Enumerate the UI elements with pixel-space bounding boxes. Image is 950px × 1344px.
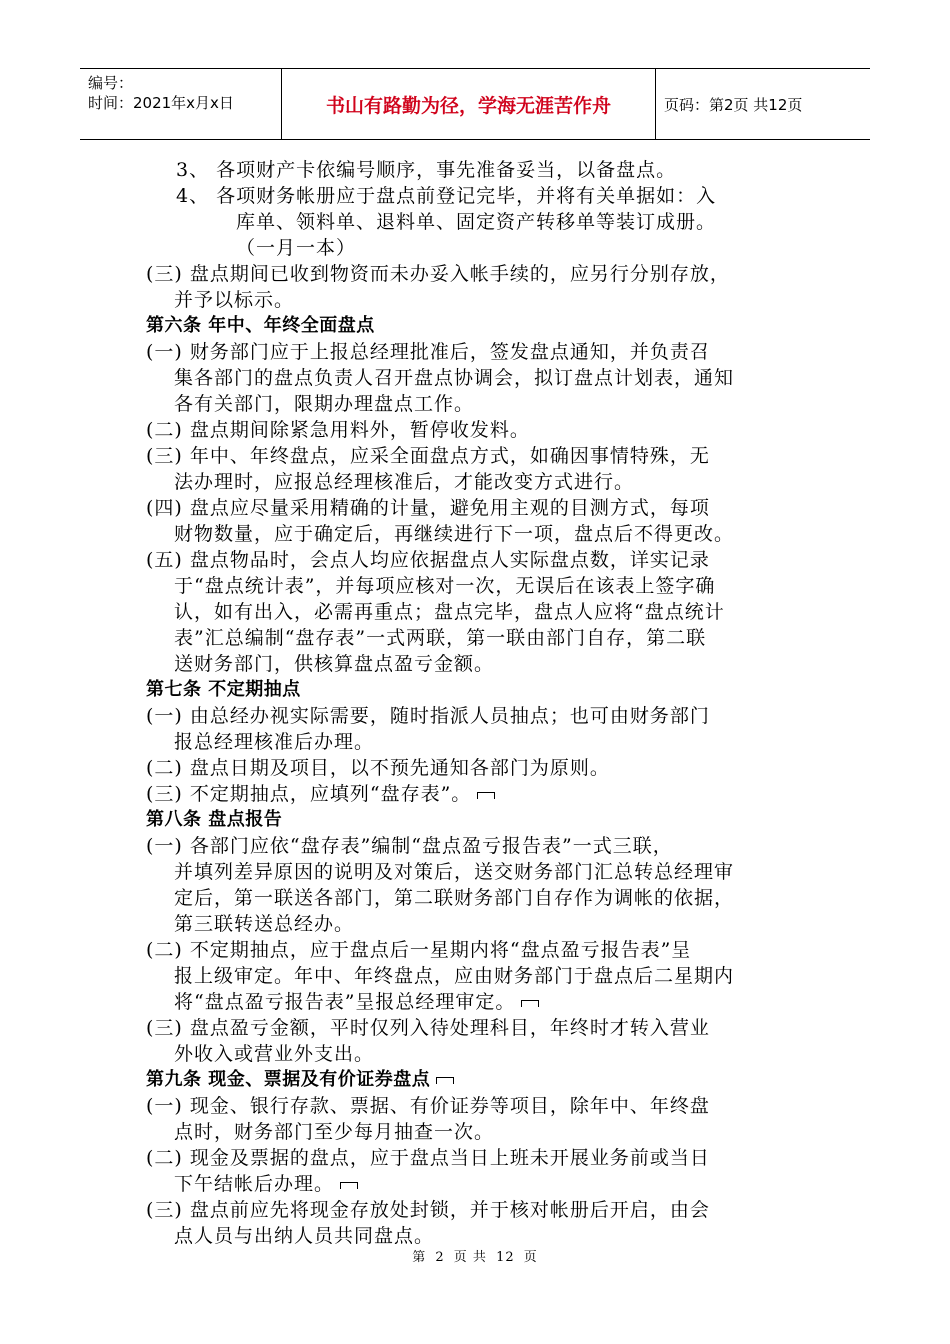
- page-footer: [0, 1246, 950, 1265]
- text-line: [146, 339, 816, 365]
- edit-mark-icon: [436, 1077, 454, 1084]
- text-line: [146, 963, 816, 989]
- line-text: (三) 不定期抽点，应填列“盘存表”。: [146, 783, 472, 805]
- text-line: [146, 703, 816, 729]
- text-line: [146, 157, 816, 183]
- text-line: [146, 1041, 816, 1067]
- document-body: [146, 157, 816, 1249]
- text-line: [146, 1145, 816, 1171]
- header-page-info: 页码：第2页 共12页: [664, 95, 803, 114]
- number-label: 编号：: [88, 74, 134, 92]
- line-text: (三) 盘点盈亏金额，平时仅列入待处理科目，年终时才转入营业: [146, 1017, 710, 1039]
- text-line: [146, 1197, 816, 1223]
- article-heading: [146, 1067, 816, 1093]
- text-line: [146, 625, 816, 651]
- line-text: 于“盘点统计表”，并每项应核对一次，无误后在该表上签字确: [174, 575, 716, 597]
- line-text: 第九条 现金、票据及有价证券盘点: [146, 1069, 431, 1090]
- line-text: (三) 盘点前应先将现金存放处封锁，并于核对帐册后开启，由会: [146, 1199, 710, 1221]
- text-line: [146, 781, 816, 807]
- line-text: 集各部门的盘点负责人召开盘点协调会，拟订盘点计划表，通知: [174, 367, 735, 389]
- footer-prefix: 第: [412, 1250, 427, 1265]
- line-text: (一) 各部门应依“盘存表”编制“盘点盈亏报告表”一式三联，: [146, 835, 673, 857]
- header-motto: 书山有路勤为径，学海无涯苦作舟: [282, 69, 656, 139]
- line-text: 点人员与出纳人员共同盘点。: [174, 1225, 435, 1247]
- line-text: 下午结帐后办理。: [174, 1173, 335, 1195]
- text-line: [146, 495, 816, 521]
- line-text: (五) 盘点物品时，会点人均应依据盘点人实际盘点数，详实记录: [146, 549, 710, 571]
- line-text: (二) 盘点期间除紧急用料外，暂停收发料。: [146, 419, 530, 441]
- text-line: [146, 573, 816, 599]
- line-text: 报总经理核准后办理。: [174, 731, 375, 753]
- text-line: [146, 287, 816, 313]
- text-line: [146, 885, 816, 911]
- text-line: [146, 547, 816, 573]
- article-heading: [146, 807, 816, 833]
- line-text: 送财务部门，供核算盘点盈亏金额。: [174, 653, 495, 675]
- text-line: [146, 1093, 816, 1119]
- text-line: [146, 599, 816, 625]
- line-text: (一) 由总经办视实际需要，随时指派人员抽点；也可由财务部门: [146, 705, 710, 727]
- line-text: 第六条 年中、年终全面盘点: [146, 315, 375, 336]
- header-table: [80, 68, 870, 140]
- header-meta: [80, 69, 282, 139]
- article-heading: [146, 313, 816, 339]
- text-line: [146, 261, 816, 287]
- line-text: 3、 各项财产卡依编号顺序，事先准备妥当，以备盘点。: [176, 159, 677, 181]
- line-text: 表”汇总编制“盘存表”一式两联，第一联由部门自存，第二联: [174, 627, 707, 649]
- text-line: [146, 235, 816, 261]
- footer-page-number: 2: [435, 1250, 445, 1265]
- line-text: 并填列差异原因的说明及对策后，送交财务部门汇总转总经理审: [174, 861, 735, 883]
- text-line: [146, 911, 816, 937]
- text-line: [146, 209, 816, 235]
- edit-mark-icon: [340, 1182, 358, 1189]
- text-line: [146, 365, 816, 391]
- text-line: [146, 391, 816, 417]
- line-text: （一月一本）: [236, 237, 357, 259]
- line-text: (二) 盘点日期及项目，以不预先通知各部门为原则。: [146, 757, 610, 779]
- line-text: 法办理时，应报总经理核准后，才能改变方式进行。: [174, 471, 635, 493]
- text-line: [146, 1171, 816, 1197]
- line-text: 4、 各项财务帐册应于盘点前登记完毕，并将有关单据如：入: [176, 185, 717, 207]
- text-line: [146, 651, 816, 677]
- text-line: [146, 1119, 816, 1145]
- text-line: [146, 989, 816, 1015]
- edit-mark-icon: [521, 1000, 539, 1007]
- line-text: (二) 现金及票据的盘点，应于盘点当日上班未开展业务前或当日: [146, 1147, 710, 1169]
- line-text: (三) 盘点期间已收到物资而未办妥入帐手续的，应另行分别存放，: [146, 263, 730, 285]
- text-line: [146, 443, 816, 469]
- text-line: [146, 937, 816, 963]
- text-line: [146, 521, 816, 547]
- text-line: [146, 755, 816, 781]
- footer-middle: 页 共: [453, 1250, 487, 1265]
- line-text: (二) 不定期抽点，应于盘点后一星期内将“盘点盈亏报告表”呈: [146, 939, 692, 961]
- line-text: 外收入或营业外支出。: [174, 1043, 375, 1065]
- line-text: 将“盘点盈亏报告表”呈报总经理审定。: [174, 991, 516, 1013]
- line-text: 认，如有出入，必需再重点；盘点完毕，盘点人应将“盘点统计: [174, 601, 725, 623]
- line-text: 第八条 盘点报告: [146, 809, 283, 830]
- line-text: 并予以标示。: [174, 289, 295, 311]
- line-text: 财物数量，应于确定后，再继续进行下一项，盘点后不得更改。: [174, 523, 735, 545]
- line-text: (三) 年中、年终盘点，应采全面盘点方式，如确因事情特殊，无: [146, 445, 710, 467]
- line-text: (一) 现金、银行存款、票据、有价证券等项目，除年中、年终盘: [146, 1095, 710, 1117]
- article-heading: [146, 677, 816, 703]
- text-line: [146, 833, 816, 859]
- line-text: 库单、领料单、退料单、固定资产转移单等装订成册。: [236, 211, 717, 233]
- line-text: 第三联转送总经办。: [174, 913, 355, 935]
- text-line: [146, 859, 816, 885]
- footer-suffix: 页: [523, 1250, 538, 1265]
- text-line: [146, 469, 816, 495]
- line-text: 第七条 不定期抽点: [146, 679, 301, 700]
- line-text: 点时，财务部门至少每月抽查一次。: [174, 1121, 495, 1143]
- line-text: (一) 财务部门应于上报总经理批准后，签发盘点通知，并负责召: [146, 341, 710, 363]
- date-label: 时间：2021年x月x日: [88, 94, 234, 112]
- line-text: 报上级审定。年中、年终盘点，应由财务部门于盘点后二星期内: [174, 965, 735, 987]
- footer-total-pages: 12: [496, 1250, 515, 1265]
- line-text: 各有关部门，限期办理盘点工作。: [174, 393, 475, 415]
- line-text: (四) 盘点应尽量采用精确的计量，避免用主观的目测方式，每项: [146, 497, 710, 519]
- edit-mark-icon: [477, 792, 495, 799]
- text-line: [146, 729, 816, 755]
- line-text: 定后，第一联送各部门，第二联财务部门自存作为调帐的依据，: [174, 887, 735, 909]
- text-line: [146, 183, 816, 209]
- text-line: [146, 1015, 816, 1041]
- text-line: [146, 417, 816, 443]
